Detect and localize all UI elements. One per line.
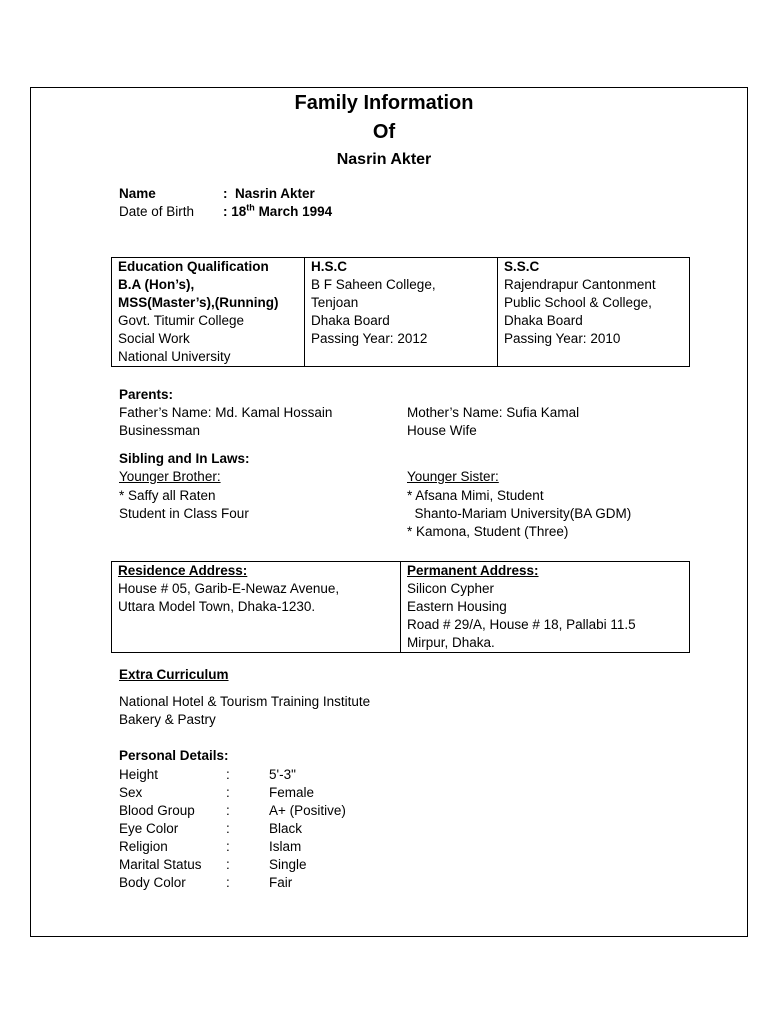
detail-colon: : (226, 821, 230, 836)
permanent-line: Eastern Housing (407, 599, 507, 614)
detail-label: Marital Status (119, 857, 202, 872)
name-colon: : (223, 186, 228, 201)
extra-heading: Extra Curriculum (119, 667, 229, 682)
ssc-header: S.S.C (504, 259, 540, 274)
detail-colon: : (226, 857, 230, 872)
page-title-of: Of (372, 121, 396, 143)
parents-heading: Parents: (119, 387, 174, 402)
personal-heading: Personal Details: (119, 748, 229, 763)
dob-label: Date of Birth (119, 204, 195, 219)
detail-value: Islam (269, 839, 302, 854)
education-header: Education Qualification (118, 259, 269, 274)
mother-occupation: House Wife (407, 423, 477, 438)
name-value: Nasrin Akter (235, 186, 315, 201)
dob-colon: : (223, 204, 228, 219)
permanent-heading: Permanent Address: (407, 563, 539, 578)
university-line: National University (118, 349, 231, 364)
detail-label: Eye Color (119, 821, 179, 836)
hsc-line: B F Saheen College, (311, 277, 436, 292)
ssc-line: Passing Year: 2010 (504, 331, 621, 346)
page-subtitle: Nasrin Akter (336, 151, 432, 168)
ssc-line: Rajendrapur Cantonment (504, 277, 656, 292)
sister-line: Shanto-Mariam University(BA GDM) (407, 506, 632, 521)
residence-heading: Residence Address: (118, 563, 248, 578)
hsc-line: Dhaka Board (311, 313, 390, 328)
residence-line: Uttara Model Town, Dhaka-1230. (118, 599, 316, 614)
education-table (111, 257, 690, 367)
extra-line: Bakery & Pastry (119, 712, 216, 727)
permanent-line: Silicon Cypher (407, 581, 495, 596)
father-occupation: Businessman (119, 423, 201, 438)
brother-line: Student in Class Four (119, 506, 249, 521)
sister-line: * Afsana Mimi, Student (407, 488, 544, 503)
residence-line: House # 05, Garib-E-Newaz Avenue, (118, 581, 340, 596)
detail-value: 5'-3" (269, 767, 296, 782)
dob-month-year: March 1994 (258, 204, 333, 219)
detail-label: Body Color (119, 875, 186, 890)
subject-line: Social Work (118, 331, 190, 346)
detail-colon: : (226, 785, 230, 800)
detail-label: Blood Group (119, 803, 195, 818)
sister-line: * Kamona, Student (Three) (407, 524, 569, 539)
ssc-line: Public School & College, (504, 295, 652, 310)
father-name: Father’s Name: Md. Kamal Hossain (119, 405, 333, 420)
name-label: Name (119, 186, 156, 201)
detail-label: Sex (119, 785, 143, 800)
permanent-address (401, 562, 690, 653)
hsc-header: H.S.C (311, 259, 348, 274)
detail-colon: : (226, 875, 230, 890)
college-line: Govt. Titumir College (118, 313, 245, 328)
ssc-column (498, 258, 690, 367)
ssc-line: Dhaka Board (504, 313, 583, 328)
dob-value (223, 203, 332, 221)
degree-line: B.A (Hon’s), (118, 277, 195, 292)
permanent-line: Road # 29/A, House # 18, Pallabi 11.5 (407, 617, 636, 632)
hsc-line: Tenjoan (311, 295, 359, 310)
sister-heading: Younger Sister: (407, 469, 499, 484)
detail-value: Fair (269, 875, 293, 890)
detail-value: Single (269, 857, 307, 872)
dob-day: 18 (231, 204, 247, 219)
detail-value: A+ (Positive) (269, 803, 346, 818)
detail-label: Height (119, 767, 159, 782)
detail-colon: : (226, 803, 230, 818)
address-table (111, 561, 690, 653)
detail-value: Female (269, 785, 315, 800)
detail-colon: : (226, 767, 230, 782)
degree-line: MSS(Master’s),(Running) (118, 295, 279, 310)
extra-line: National Hotel & Tourism Training Institute (119, 694, 371, 709)
detail-value: Black (269, 821, 303, 836)
siblings-heading: Sibling and In Laws: (119, 451, 250, 466)
education-column (112, 258, 305, 367)
detail-colon: : (226, 839, 230, 854)
mother-name: Mother’s Name: Sufia Kamal (407, 405, 580, 420)
brother-line: * Saffy all Raten (119, 488, 216, 503)
residence-address (112, 562, 401, 653)
hsc-line: Passing Year: 2012 (311, 331, 428, 346)
brother-heading: Younger Brother: (119, 469, 221, 484)
hsc-column (305, 258, 498, 367)
permanent-line: Mirpur, Dhaka. (407, 635, 495, 650)
dob-suffix: th (246, 202, 255, 213)
page-title: Family Information (294, 92, 474, 114)
detail-label: Religion (119, 839, 168, 854)
